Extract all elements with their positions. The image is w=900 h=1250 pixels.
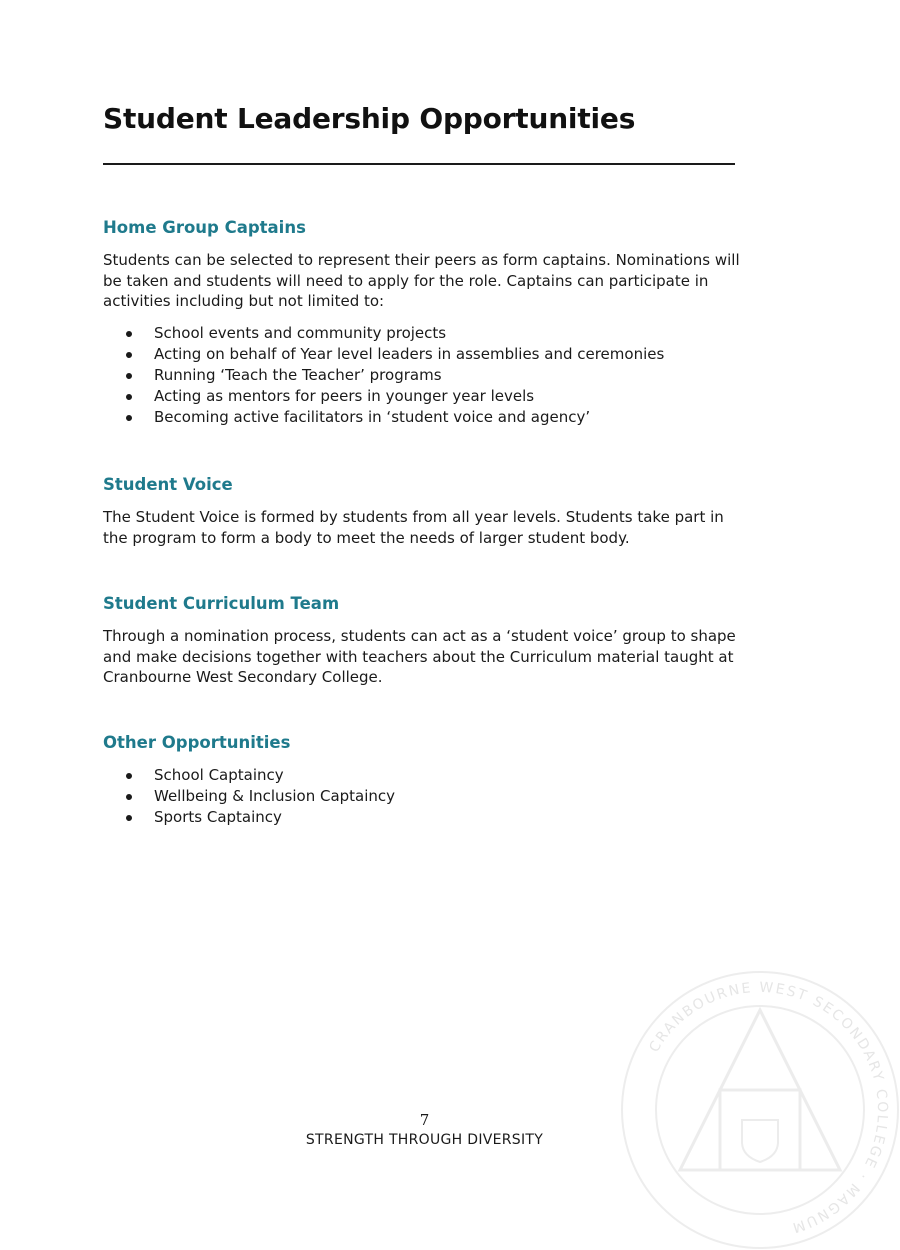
section-paragraph: The Student Voice is formed by students from all year levels. Students take part in the program to form a body to meet the needs of larger student body. <box>103 508 724 547</box>
list-item-text: Acting on behalf of Year level leaders in assemblies and ceremonies <box>154 344 665 363</box>
page-number: 7 <box>419 1111 430 1129</box>
list-item-text: Acting as mentors for peers in younger year levels <box>154 387 535 406</box>
list-item-text: School Captaincy <box>154 766 284 784</box>
list-item <box>103 807 753 828</box>
section-paragraph: Through a nomination process, students can act as a ‘student voice’ group to shape and make decisions together with teachers about the Curriculum material taught at Cranbourne West Secondary College. <box>103 627 736 686</box>
section-other-opportunities <box>103 733 753 829</box>
section-home-group-captains <box>103 218 753 429</box>
list-item-text: Becoming active facilitators in ‘student voice and agency’ <box>154 408 591 427</box>
list-item <box>103 386 753 407</box>
list-item-text: Sports Captaincy <box>154 808 282 827</box>
list-item <box>103 344 753 365</box>
section-student-curriculum-team <box>103 594 753 688</box>
bullet-list <box>103 323 753 429</box>
bullet-icon <box>126 773 132 779</box>
list-item <box>103 765 753 786</box>
list-item <box>103 407 753 428</box>
title-divider <box>103 163 735 165</box>
list-item <box>103 365 753 386</box>
list-item <box>103 323 753 344</box>
section-heading: Student Curriculum Team <box>103 594 340 613</box>
section-heading: Home Group Captains <box>103 218 306 237</box>
bullet-icon <box>126 331 132 337</box>
bullet-icon <box>126 415 132 421</box>
list-item <box>103 786 753 807</box>
bullet-icon <box>126 394 132 400</box>
list-item-text: Wellbeing & Inclusion Captaincy <box>154 787 396 806</box>
section-paragraph: Students can be selected to represent their peers as form captains. Nominations will be taken and students will need to apply for the role. Captains can participate in activities including but not limited to: <box>103 251 740 310</box>
bullet-icon <box>126 373 132 379</box>
list-item-text: Running ‘Teach the Teacher’ programs <box>154 365 442 384</box>
list-item-text: School events and community projects <box>154 323 447 342</box>
page-title: Student Leadership Opportunities <box>103 102 636 135</box>
section-heading: Other Opportunities <box>103 733 291 752</box>
bullet-icon <box>126 794 132 800</box>
section-student-voice <box>103 475 753 548</box>
bullet-icon <box>126 352 132 358</box>
section-heading: Student Voice <box>103 475 233 494</box>
college-crest-watermark <box>620 970 900 1250</box>
bullet-list <box>103 765 753 829</box>
svg-text:CRANBOURNE WEST SECONDARY COLL: CRANBOURNE WEST SECONDARY COLLEGE · MAGNUM <box>646 979 891 1236</box>
footer-motto: STRENGTH THROUGH DIVERSITY <box>305 1132 544 1148</box>
bullet-icon <box>126 815 132 821</box>
